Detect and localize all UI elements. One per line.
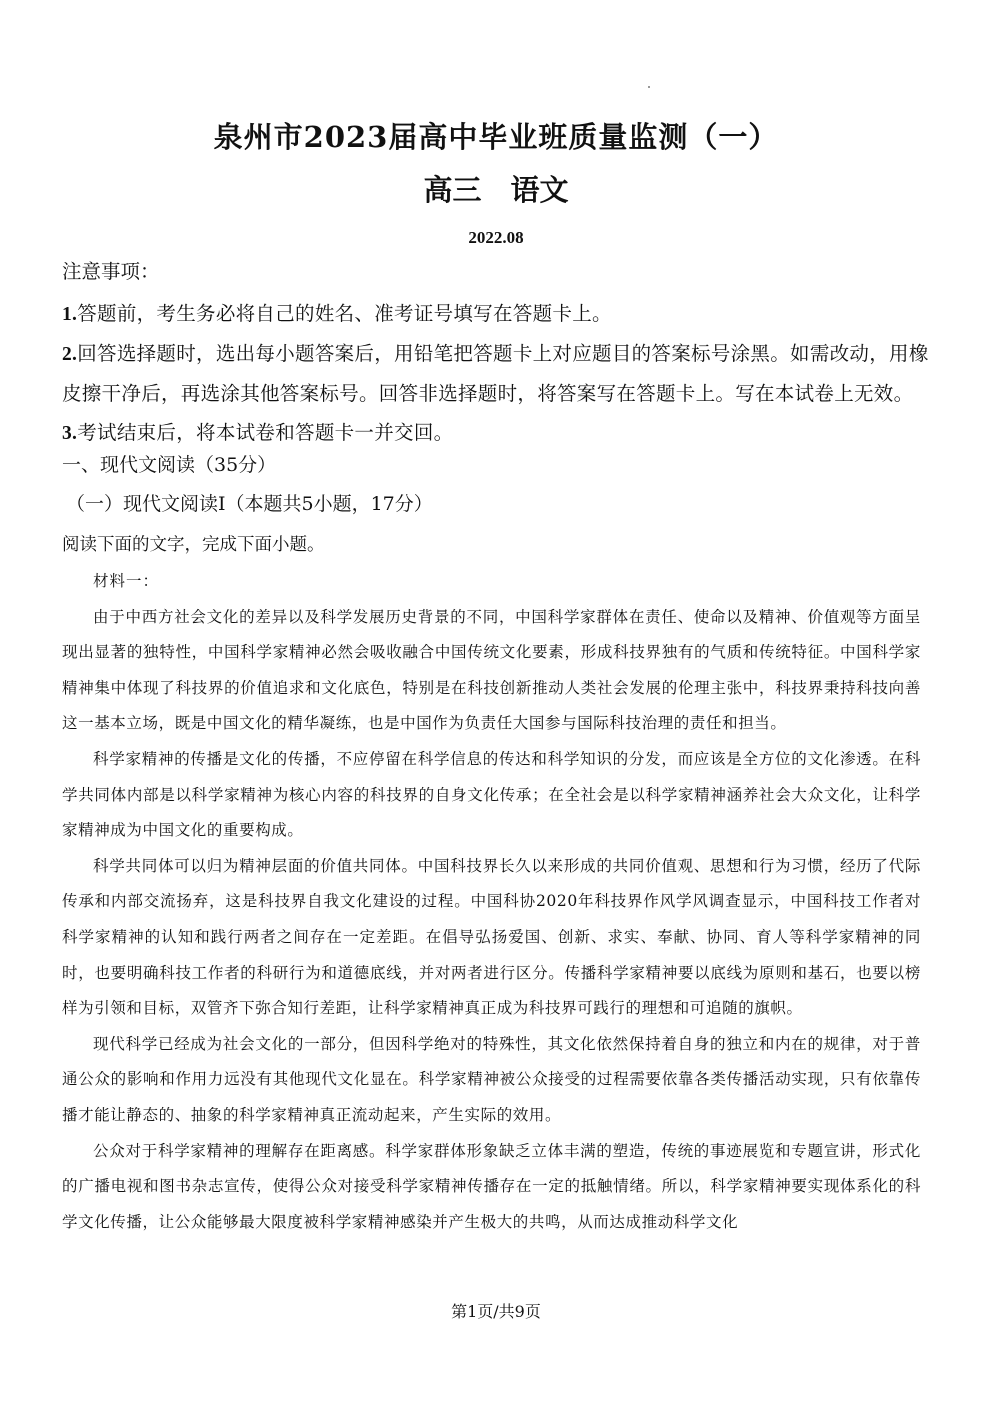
notice-item xyxy=(62,294,930,334)
passage-paragraph: 公众对于科学家精神的理解存在距离感。科学家群体形象缺乏立体丰满的塑造，传统的事迹展览和专题宣讲，形式化的广播电视和图书杂志宣传，使得公众对接受科学家精神传播存在一定的抵触情绪。所以，科学家精神要实现体系化的科学文化传播，让公众能够最大限度被科学家精神感染并产生极大的共鸣，从而达成推动科学文化 xyxy=(62,1141,921,1231)
notice-item-number: 2. xyxy=(62,344,78,365)
reading-instruction: 阅读下面的文字，完成下面小题。 xyxy=(62,535,325,555)
notice-item-number: 1. xyxy=(62,304,78,325)
material-label: 材料一： xyxy=(93,572,160,590)
notice-item-text: 回答选择题时，选出每小题答案后，用铅笔把答题卡上对应题目的答案标号涂黑。如需改动，用橡皮擦干净后，再选涂其他答案标号。回答非选择题时，将答案写在答题卡上。写在本试卷上无效。 xyxy=(62,342,929,405)
reading-passage xyxy=(62,564,921,1240)
scan-mark xyxy=(648,86,650,88)
document-subtitle: 高三 语文 xyxy=(423,173,569,207)
notice-heading: 注意事项： xyxy=(62,260,160,283)
section-heading: 一、现代文阅读（35分） xyxy=(62,454,277,476)
notice-item-text: 答题前，考生务必将自己的姓名、准考证号填写在答题卡上。 xyxy=(77,302,612,325)
notice-item-text: 考试结束后，将本试卷和答题卡一并交回。 xyxy=(77,421,454,444)
subsection-heading: （一）现代文阅读Ⅰ（本题共5小题，17分） xyxy=(66,493,433,515)
page-number: 第1页/共9页 xyxy=(451,1302,541,1321)
exam-date: 2022.08 xyxy=(468,228,524,247)
passage-paragraph: 科学共同体可以归为精神层面的价值共同体。中国科技界长久以来形成的共同价值观、思想和行为习惯，经历了代际传承和内部交流扬弃，这是科技界自我文化建设的过程。中国科协2020年科技界作风学风调查显示，中国科技工作者对科学家精神的认知和践行两者之间存在一定差距。在倡导弘扬爱国、创新、求实、奉献、协同、育人等科学家精神的同时，也要明确科技工作者的科研行为和道德底线，并对两者进行区分。传播科学家精神要以底线为原则和基石，也要以榜样为引领和目标，双管齐下弥合知行差距，让科学家精神真正成为科技界可践行的理想和可追随的旗帜。 xyxy=(62,856,921,1018)
notice-item xyxy=(62,413,930,453)
passage-paragraph: 现代科学已经成为社会文化的一部分，但因科学绝对的特殊性，其文化依然保持着自身的独立和内在的规律，对于普通公众的影响和作用力远没有其他现代文化显在。科学家精神被公众接受的过程需要依靠各类传播活动实现，只有依靠传播才能让静态的、抽象的科学家精神真正流动起来，产生实际的效用。 xyxy=(62,1034,921,1124)
passage-paragraph: 科学家精神的传播是文化的传播，不应停留在科学信息的传达和科学知识的分发，而应该是全方位的文化渗透。在科学共同体内部是以科学家精神为核心内容的科技界的自身文化传承；在全社会是以科学家精神涵养社会大众文化，让科学家精神成为中国文化的重要构成。 xyxy=(62,749,921,840)
notice-list xyxy=(62,294,930,453)
document-title: 泉州市2023届高中毕业班质量监测（一） xyxy=(213,120,779,154)
passage-paragraph: 由于中西方社会文化的差异以及科学发展历史背景的不同，中国科学家群体在责任、使命以及精神、价值观等方面呈现出显著的独特性，中国科学家精神必然会吸收融合中国传统文化要素，形成科技界独有的气质和传统特征。中国科学家精神集中体现了科技界的价值追求和文化底色，特别是在科技创新推动人类社会发展的伦理主张中，科技界秉持科技向善这一基本立场，既是中国文化的精华凝练，也是中国作为负责任大国参与国际科技治理的责任和担当。 xyxy=(62,607,921,733)
notice-item-number: 3. xyxy=(62,423,78,444)
notice-item xyxy=(62,334,930,413)
